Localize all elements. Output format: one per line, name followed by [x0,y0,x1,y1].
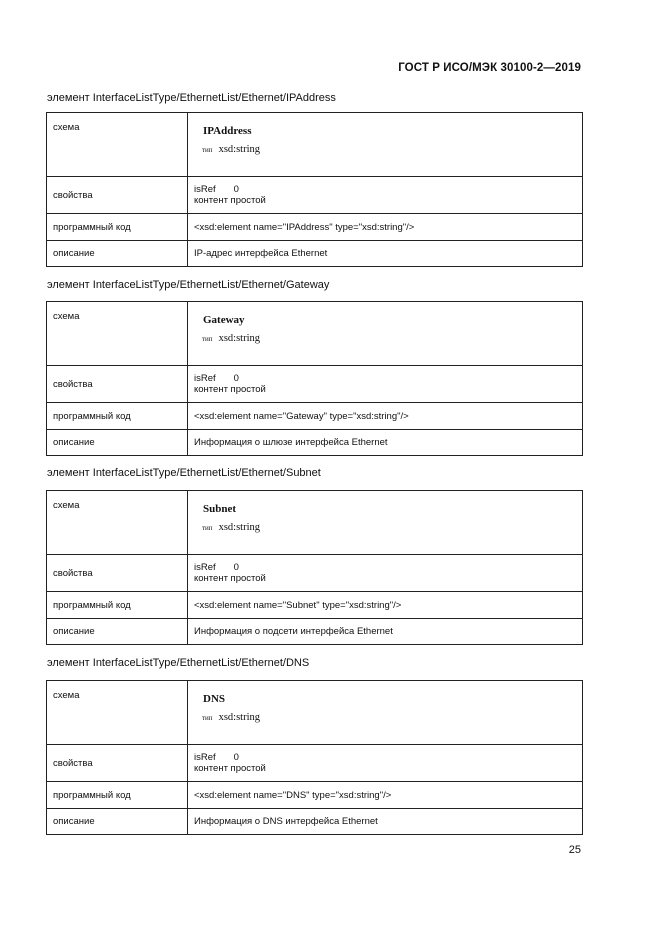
isref-value: 0 [233,562,239,573]
schema-label: схема [47,681,188,745]
section-title: элемент InterfaceListType/EthernetList/Ethernet/Subnet [47,467,321,479]
section-title: элемент InterfaceListType/EthernetList/Ethernet/Gateway [47,279,330,291]
code-value: <xsd:element name="DNS" type="xsd:string"/> [188,782,583,809]
element-table [46,301,583,456]
description-label: описание [47,430,188,456]
schema-label: схема [47,113,188,177]
isref-value: 0 [233,184,239,195]
section-title: элемент InterfaceListType/EthernetList/Ethernet/DNS [47,657,310,669]
properties-value [188,555,583,592]
code-value: <xsd:element name="Gateway" type="xsd:string"/> [188,403,583,430]
code-label: программный код [47,782,188,809]
properties-label: свойства [47,745,188,782]
description-value: Информация о DNS интерфейса Ethernet [188,809,583,835]
content-type: контент простой [194,195,266,206]
schema-diagram [188,302,583,366]
schema-diagram [188,681,583,745]
element-name: Subnet [203,503,237,515]
isref-value: 0 [233,752,239,763]
schema-label: схема [47,491,188,555]
schema-diagram [188,491,583,555]
code-label: программный код [47,592,188,619]
type-value: xsd:string [218,712,260,723]
section-title: элемент InterfaceListType/EthernetList/Ethernet/IPAddress [47,92,336,104]
properties-value [188,745,583,782]
code-label: программный код [47,214,188,241]
isref-label: isRef [194,752,216,763]
type-keyword: тип [202,714,213,722]
properties-value [188,366,583,403]
type-value: xsd:string [218,333,260,344]
schema-label: схема [47,302,188,366]
description-value: Информация о подсети интерфейса Ethernet [188,619,583,645]
properties-value [188,177,583,214]
isref-value: 0 [233,373,239,384]
isref-label: isRef [194,562,216,573]
element-table [46,490,583,645]
description-value: IP-адрес интерфейса Ethernet [188,241,583,267]
element-table [46,680,583,835]
element-name: Gateway [203,314,245,326]
element-name: IPAddress [203,125,252,137]
code-value: <xsd:element name="IPAddress" type="xsd:string"/> [188,214,583,241]
type-value: xsd:string [218,522,260,533]
description-label: описание [47,619,188,645]
properties-label: свойства [47,366,188,403]
code-value: <xsd:element name="Subnet" type="xsd:string"/> [188,592,583,619]
content-type: контент простой [194,573,266,584]
isref-label: isRef [194,184,216,195]
content-type: контент простой [194,384,266,395]
isref-label: isRef [194,373,216,384]
element-name: DNS [203,693,226,705]
description-value: Информация о шлюзе интерфейса Ethernet [188,430,583,456]
page-number: 25 [568,844,581,856]
content-type: контент простой [194,763,266,774]
properties-label: свойства [47,555,188,592]
description-label: описание [47,809,188,835]
schema-diagram [188,113,583,177]
type-value: xsd:string [218,144,260,155]
document-header: ГОСТ Р ИСО/МЭК 30100-2—2019 [398,62,581,74]
code-label: программный код [47,403,188,430]
type-keyword: тип [202,335,213,343]
description-label: описание [47,241,188,267]
type-keyword: тип [202,146,213,154]
type-keyword: тип [202,524,213,532]
element-table [46,112,583,267]
properties-label: свойства [47,177,188,214]
